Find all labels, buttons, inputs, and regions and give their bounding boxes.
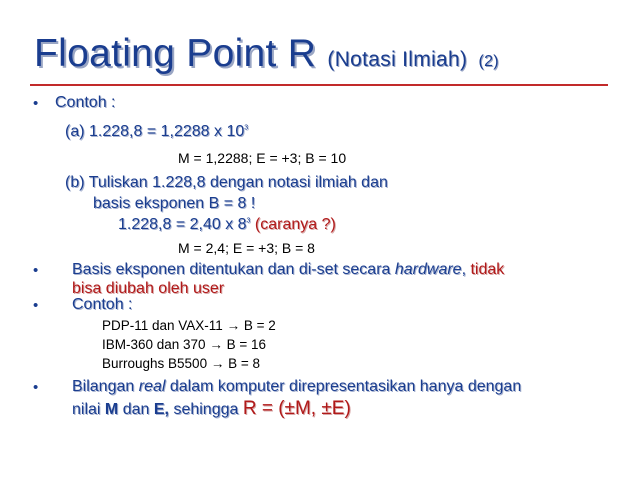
title-divider — [30, 84, 608, 86]
bullet-4-line-2 — [72, 398, 351, 420]
bullet-2-hardware: hardware — [394, 261, 462, 278]
bullet-1-label: Contoh : — [55, 94, 116, 111]
example-b-params: M = 2,4; E = +3; B = 8 — [178, 240, 315, 256]
base-row — [102, 337, 266, 352]
bullet-marker: • — [33, 95, 39, 112]
base-value: B = 16 — [226, 337, 267, 352]
example-a-text: (a) 1.228,8 = 1,2288 x 10 — [65, 123, 245, 140]
bullet-3-label: Contoh : — [72, 296, 133, 313]
bullet-4-text-2: dalam komputer direpresentasikan hanya dengan — [169, 378, 522, 395]
bullet-2-comma: , — [461, 261, 467, 278]
machine-name: IBM-360 dan 370 — [102, 337, 206, 352]
machine-name: PDP-11 dan VAX-11 — [102, 318, 223, 333]
bullet-marker: • — [33, 297, 39, 314]
title-subtitle: (Notasi Ilmiah) — [327, 48, 468, 71]
base-value: B = 8 — [228, 356, 261, 371]
example-b-line-2: basis eksponen B = 8 ! — [93, 195, 256, 212]
bullet-marker: • — [33, 379, 39, 396]
bullet-4-text-5: sehingga — [173, 401, 239, 418]
bullet-2-red-1: tidak — [470, 261, 505, 278]
base-row — [102, 356, 260, 371]
bullet-marker: • — [33, 262, 39, 279]
bullet-4-m: M — [104, 401, 119, 418]
arrow-icon: → — [226, 318, 241, 333]
bullet-2-line-2: bisa diubah oleh user — [72, 280, 225, 297]
bullet-2-text: Basis eksponen ditentukan dan di-set secara — [72, 261, 391, 278]
slide-title — [34, 32, 499, 76]
machine-name: Burroughs B5500 — [102, 356, 208, 371]
example-a-exponent: 3 — [244, 124, 249, 132]
example-b-exponent: 3 — [246, 217, 251, 225]
title-main-text: Floating Point R — [34, 32, 317, 75]
example-b-text: 1.228,8 = 2,40 x 8 — [118, 216, 247, 233]
example-b-note: (caranya ?) — [254, 216, 336, 233]
title-number: (2) — [478, 53, 499, 70]
example-a-params: M = 1,2288; E = +3; B = 10 — [178, 150, 347, 166]
example-b-line-3 — [118, 216, 336, 234]
bullet-4-text-3: nilai — [72, 401, 101, 418]
arrow-icon: → — [209, 337, 223, 352]
bullet-4-e: E, — [153, 401, 169, 418]
arrow-icon: → — [210, 356, 225, 371]
bullet-4-real: real — [138, 378, 166, 395]
bullet-4-text-1: Bilangan — [72, 378, 135, 395]
base-row — [102, 318, 276, 333]
bullet-4-line-1 — [72, 378, 521, 396]
bullet-2-line-1 — [72, 261, 504, 279]
example-b-line-1: (b) Tuliskan 1.228,8 dengan notasi ilmiah dan — [65, 174, 388, 191]
bullet-4-formula: R = (±M, ±E) — [242, 398, 351, 419]
bullet-4-text-4: dan — [122, 401, 150, 418]
base-value: B = 2 — [243, 318, 276, 333]
example-a-line — [65, 123, 248, 141]
